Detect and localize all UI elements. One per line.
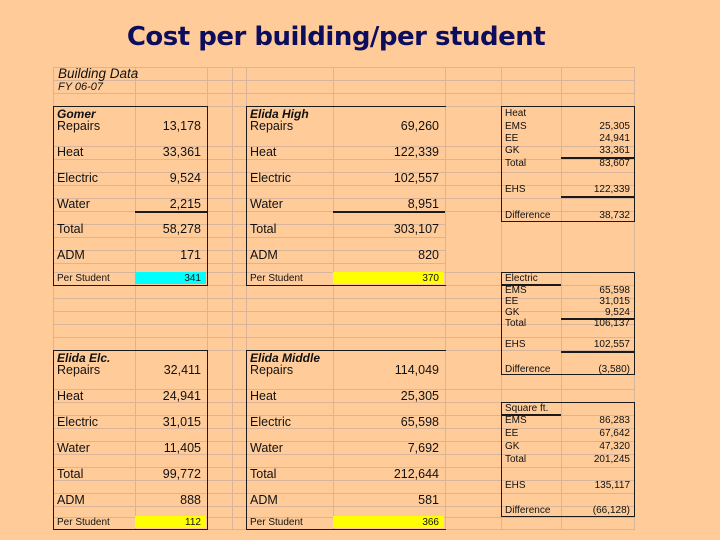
row-value: 171 (180, 248, 201, 262)
row-value: 33,361 (599, 145, 630, 156)
row-label: ADM (57, 493, 85, 507)
row-value: 31,015 (162, 415, 201, 429)
row-value: 67,642 (599, 428, 630, 439)
row-value: 69,260 (400, 119, 439, 133)
row-value: 212,644 (393, 467, 439, 481)
row-label: Electric (57, 415, 98, 429)
building-name: Gomer (57, 107, 96, 121)
building-name: Elida Elc. (57, 351, 111, 365)
row-label: EHS (505, 480, 526, 491)
row-label: Total (505, 454, 527, 465)
row-label: Repairs (57, 119, 101, 133)
row-value: 32,411 (163, 363, 201, 377)
sheet-header: Building Data (58, 66, 139, 81)
row-label: EE (505, 428, 519, 439)
per-student-label: Per Student (57, 273, 110, 284)
row-value: 83,607 (599, 158, 630, 169)
row-label: Repairs (57, 363, 101, 377)
row-label: Heat (57, 389, 84, 403)
row-value: 58,278 (162, 222, 201, 236)
per-student-value: 112 (185, 517, 201, 528)
row-label: ADM (57, 248, 85, 262)
row-value: 9,524 (169, 171, 201, 185)
row-value: 25,305 (400, 389, 439, 403)
row-label: Repairs (250, 119, 294, 133)
row-value: 303,107 (393, 222, 439, 236)
row-value: (3,580) (598, 364, 630, 375)
per-student-value: 370 (422, 273, 439, 284)
row-value: 888 (180, 493, 201, 507)
row-label: Total (57, 222, 84, 236)
row-value: 122,339 (393, 145, 439, 159)
row-value: 2,215 (169, 197, 201, 211)
row-value: 31,015 (599, 296, 630, 307)
row-value: 24,941 (162, 389, 201, 403)
row-label: Electric (250, 415, 291, 429)
per-student-value: 341 (184, 273, 201, 284)
row-label: Water (57, 197, 90, 211)
comparison-category: Heat (505, 108, 527, 119)
row-value: 24,941 (599, 133, 630, 144)
row-value: 25,305 (599, 121, 630, 132)
row-label: Difference (505, 210, 551, 221)
per-student-label: Per Student (250, 273, 303, 284)
total-underline (333, 211, 445, 213)
row-label: Water (250, 441, 283, 455)
row-value: 38,732 (599, 210, 630, 221)
row-label: EMS (505, 121, 527, 132)
row-label: Electric (250, 171, 291, 185)
building-name: Elida High (250, 107, 309, 121)
fiscal-year: FY 06-07 (58, 81, 104, 93)
row-label: Difference (505, 364, 551, 375)
spreadsheet (53, 67, 635, 530)
row-label: Difference (505, 505, 551, 516)
row-label: Total (250, 222, 277, 236)
total-underline (561, 351, 634, 353)
grid-line (53, 80, 635, 81)
row-value: 201,245 (593, 454, 630, 465)
row-value: 102,557 (393, 171, 439, 185)
row-value: 102,557 (593, 339, 630, 350)
row-value: 86,283 (599, 415, 630, 426)
comparison-category: Electric (505, 273, 538, 284)
row-value: 9,524 (604, 307, 630, 318)
row-label: ADM (250, 493, 278, 507)
row-label: Water (57, 441, 90, 455)
row-label: Heat (250, 145, 277, 159)
row-value: 99,772 (162, 467, 201, 481)
row-label: Total (250, 467, 277, 481)
row-label: EE (505, 133, 519, 144)
row-label: Total (57, 467, 84, 481)
row-value: 820 (418, 248, 439, 262)
grid-line (53, 93, 635, 94)
row-label: EHS (505, 339, 526, 350)
row-value: 13,178 (162, 119, 201, 133)
per-student-label: Per Student (57, 517, 110, 528)
row-label: Total (505, 318, 527, 329)
row-value: 122,339 (593, 184, 630, 195)
per-student-value: 366 (422, 517, 439, 528)
row-value: 106,137 (593, 318, 630, 329)
row-label: EMS (505, 285, 527, 296)
row-label: Electric (57, 171, 98, 185)
row-label: GK (505, 307, 520, 318)
row-value: 11,405 (163, 441, 201, 455)
row-value: 47,320 (599, 441, 630, 452)
row-label: Water (250, 197, 283, 211)
row-value: 65,598 (599, 285, 630, 296)
row-label: Heat (250, 389, 277, 403)
building-name: Elida Middle (250, 351, 321, 365)
row-label: GK (505, 441, 520, 452)
row-value: 65,598 (400, 415, 439, 429)
row-label: Repairs (250, 363, 294, 377)
grid-line (53, 67, 635, 68)
row-value: 581 (418, 493, 439, 507)
total-underline (135, 211, 207, 213)
row-label: EHS (505, 184, 526, 195)
row-label: Heat (57, 145, 84, 159)
row-value: 33,361 (162, 145, 201, 159)
row-label: EMS (505, 415, 527, 426)
slide-title: Cost per building/per student (126, 22, 546, 52)
row-value: 8,951 (407, 197, 439, 211)
row-label: ADM (250, 248, 278, 262)
row-label: Total (505, 158, 527, 169)
row-value: 7,692 (407, 441, 439, 455)
row-value: 135,117 (594, 480, 630, 491)
total-underline (561, 196, 634, 198)
per-student-label: Per Student (250, 517, 303, 528)
row-value: 114,049 (394, 363, 439, 377)
row-label: GK (505, 145, 520, 156)
comparison-category: Square ft. (505, 403, 549, 414)
row-value: (66,128) (592, 505, 630, 516)
row-label: EE (505, 296, 519, 307)
